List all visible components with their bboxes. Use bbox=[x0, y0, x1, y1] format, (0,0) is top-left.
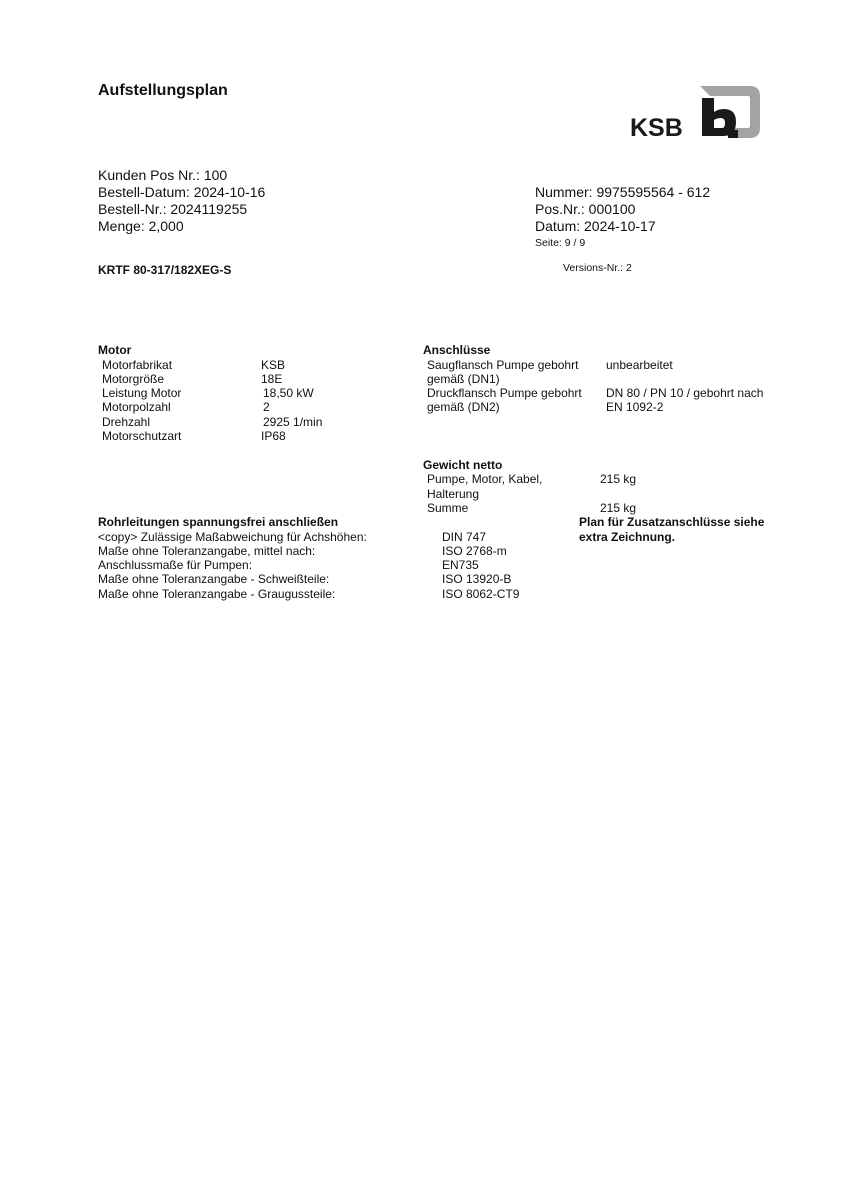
pos-nr: Pos.Nr.: 000100 bbox=[535, 201, 636, 217]
versions-nr: Versions-Nr.: 2 bbox=[563, 262, 632, 274]
order-info-right bbox=[535, 184, 710, 235]
rohr-heading: Rohrleitungen spannungsfrei anschließen bbox=[98, 515, 339, 530]
logo-text: KSB bbox=[630, 114, 683, 140]
seite: Seite: 9 / 9 bbox=[535, 237, 586, 249]
motor-row-label: Drehzahl bbox=[102, 414, 151, 429]
gewicht-value: 215 kg bbox=[600, 500, 637, 515]
rohr-label: <copy> Zulässige Maßabweichung für Achshöhen: bbox=[98, 529, 367, 544]
motor-row-value: 18E bbox=[261, 371, 283, 386]
anschluss-value: unbearbeitet bbox=[606, 357, 673, 372]
motor-row-value: IP68 bbox=[261, 429, 286, 443]
product-code: KRTF 80-317/182XEG-S bbox=[98, 263, 232, 277]
anschluss-value: EN 1092-2 bbox=[606, 400, 664, 415]
kunden-pos: Kunden Pos Nr.: 100 bbox=[98, 167, 228, 183]
rohr-label: Maße ohne Toleranzangabe - Graugussteile: bbox=[98, 586, 336, 601]
ksb-logo bbox=[628, 82, 762, 140]
anschluss-label: gemäß (DN2) bbox=[427, 400, 500, 415]
anschluss-value: DN 80 / PN 10 / gebohrt nach bbox=[606, 386, 764, 401]
motor-row-label: Motorgröße bbox=[102, 371, 165, 386]
rohr-value: ISO 2768-m bbox=[442, 543, 507, 558]
gewicht-label: Summe bbox=[427, 500, 469, 515]
bestell-datum: Bestell-Datum: 2024-10-16 bbox=[98, 184, 266, 200]
motor-row-label: Motorfabrikat bbox=[102, 357, 173, 372]
rohr-value: ISO 8062-CT9 bbox=[442, 586, 520, 601]
motor-row-value: 2925 1/min bbox=[263, 414, 323, 429]
rohr-value: EN735 bbox=[442, 558, 479, 573]
gewicht-label: Halterung bbox=[427, 486, 480, 501]
gewicht-heading: Gewicht netto bbox=[423, 458, 503, 472]
gewicht-label: Pumpe, Motor, Kabel, bbox=[427, 472, 543, 487]
motor-heading: Motor bbox=[98, 343, 132, 357]
zusatz-note: extra Zeichnung. bbox=[579, 529, 676, 544]
page-title: Aufstellungsplan bbox=[98, 82, 228, 99]
anschluss-label: Druckflansch Pumpe gebohrt bbox=[427, 386, 582, 401]
bestell-nr: Bestell-Nr.: 2024119255 bbox=[98, 201, 248, 217]
rohr-label: Anschlussmaße für Pumpen: bbox=[98, 558, 253, 573]
datum: Datum: 2024-10-17 bbox=[535, 218, 656, 234]
motor-row-label: Leistung Motor bbox=[102, 386, 182, 401]
anschluesse-heading: Anschlüsse bbox=[423, 343, 491, 357]
menge: Menge: 2,000 bbox=[98, 218, 184, 234]
rohr-label: Maße ohne Toleranzangabe - Schweißteile: bbox=[98, 572, 330, 587]
rohr-value: DIN 747 bbox=[442, 529, 487, 544]
motor-row-value: 2 bbox=[263, 400, 270, 415]
rohr-label: Maße ohne Toleranzangabe, mittel nach: bbox=[98, 543, 316, 558]
gewicht-value: 215 kg bbox=[600, 472, 637, 487]
motor-row-label: Motorpolzahl bbox=[102, 400, 171, 415]
motor-row-label: Motorschutzart bbox=[102, 429, 182, 443]
motor-row-value: 18,50 kW bbox=[263, 386, 314, 401]
anschluss-label: gemäß (DN1) bbox=[427, 371, 500, 386]
rohr-value: ISO 13920-B bbox=[442, 572, 512, 587]
order-info-left bbox=[98, 167, 265, 235]
nummer: Nummer: 9975595564 - 612 bbox=[535, 184, 711, 200]
anschluss-label: Saugflansch Pumpe gebohrt bbox=[427, 357, 579, 372]
zusatz-note: Plan für Zusatzanschlüsse siehe bbox=[579, 515, 765, 530]
motor-row-value: KSB bbox=[261, 357, 286, 372]
